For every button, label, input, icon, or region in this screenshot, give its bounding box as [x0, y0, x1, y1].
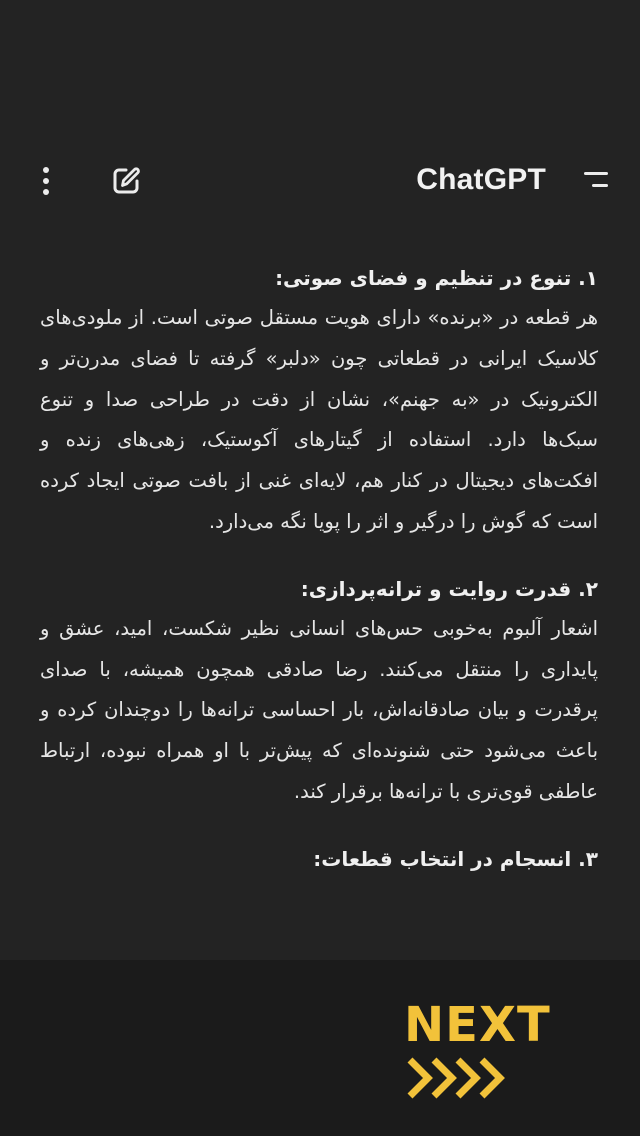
- chevrons-right-icon: [406, 1056, 516, 1100]
- menu-button[interactable]: [574, 162, 614, 198]
- section-track-selection: [40, 839, 598, 879]
- section-heading: ۳. انسجام در انتخاب قطعات:: [313, 846, 598, 871]
- section-narrative-lyrics: [40, 569, 598, 813]
- section-sound-design: [40, 258, 598, 543]
- section-body: اشعار آلبوم به‌خوبی حس‌های انسانی نظیر شکست، امید، عشق و پایداری را منتقل می‌کنند. رضا صادقی همچون همیشه، با صدای پرقدرت و بیان صادقانه‌اش، بار احساسی ترانه‌ها را دوچندان کرده و باعث می‌شود حتی شنونده‌ای که پیش‌تر با او همراه نبوده، ارتباط عاطفی قوی‌تری با ترانه‌ها برقرار کند.: [40, 616, 598, 803]
- more-options-button[interactable]: [34, 163, 60, 199]
- menu-lines-icon-short: [592, 184, 608, 187]
- assistant-message: [40, 258, 598, 905]
- more-vertical-icon-dot: [43, 178, 49, 184]
- next-label: NEXT: [404, 997, 551, 1053]
- more-vertical-icon-dot: [43, 189, 49, 195]
- new-chat-button[interactable]: [108, 163, 146, 199]
- menu-lines-icon: [584, 172, 608, 175]
- app-title: ChatGPT: [416, 163, 546, 196]
- top-blank-area: [0, 0, 640, 140]
- section-body: هر قطعه در «برنده» دارای هویت مستقل صوتی است. از ملودی‌های کلاسیک ایرانی در قطعاتی چون «دلبر» گرفته تا فضای مدرن‌تر و الکترونیک در «به جهنم»، نشان از دقت در طراحی صدا و تنوع سبک‌ها دارد. استفاده از گیتارهای آکوستیک، زهی‌های زنده و افکت‌های دیجیتال در کنار هم، لایه‌ای غنی از بافت صوتی ایجاد کرده است که گوش را درگیر و اثر را پویا نگه می‌دارد.: [40, 306, 598, 533]
- app-header: [0, 150, 640, 210]
- edit-compose-icon: [108, 163, 146, 199]
- section-heading: ۱. تنوع در تنظیم و فضای صوتی:: [275, 266, 598, 290]
- more-vertical-icon: [43, 167, 49, 173]
- next-button[interactable]: [400, 996, 570, 1116]
- section-heading: ۲. قدرت روایت و ترانه‌پردازی:: [300, 576, 598, 601]
